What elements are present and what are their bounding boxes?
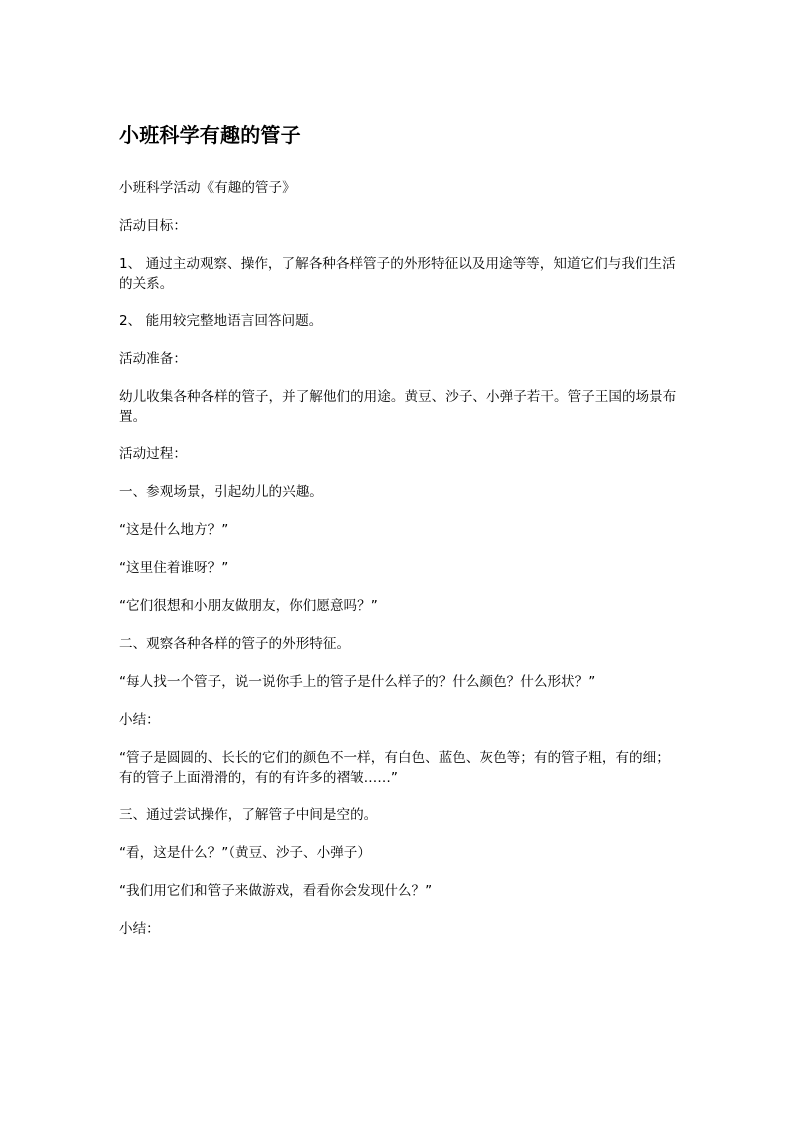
summary-heading-2: 小结： — [119, 921, 160, 937]
process-heading: 活动过程： — [119, 446, 187, 462]
step-two-heading: 二、观察各种各样的管子的外形特征。 — [119, 636, 351, 652]
summary-heading-1: 小结： — [119, 712, 160, 728]
goals-heading: 活动目标： — [119, 218, 187, 234]
preparation-text: 幼儿收集各种各样的管子，并了解他们的用途。黄豆、沙子、小弹子若干。管子王国的场景布置。 — [119, 389, 677, 425]
document-title: 小班科学有趣的管子 — [119, 123, 301, 147]
goal-item-2: 2、 能用较完整地语言回答问题。 — [119, 313, 323, 329]
goal-item-1: 1、 通过主动观察、操作，了解各种各样管子的外形特征以及用途等等，知道它们与我们生活的关系。 — [119, 256, 676, 292]
quote-materials: “看，这是什么？”（黄豆、沙子、小弹子） — [119, 845, 371, 861]
quote-residents: “这里住着谁呀？” — [119, 560, 229, 576]
document-body — [119, 120, 679, 957]
quote-friends: “它们很想和小朋友做朋友，你们愿意吗？” — [119, 598, 378, 614]
quote-observe: “每人找一个管子，说一说你手上的管子是什么样子的？什么颜色？什么形状？” — [119, 674, 596, 690]
quote-game: “我们用它们和管子来做游戏，看看你会发现什么？” — [119, 883, 433, 899]
quote-place: “这是什么地方？” — [119, 522, 229, 538]
summary-text-1: “管子是圆圆的、长长的它们的颜色不一样，有白色、蓝色、灰色等；有的管子粗，有的细；有的管子上面滑滑的，有的有许多的褶皱……” — [119, 750, 670, 786]
step-three-heading: 三、通过尝试操作，了解管子中间是空的。 — [119, 807, 378, 823]
step-one-heading: 一、参观场景，引起幼儿的兴趣。 — [119, 484, 323, 500]
activity-name: 小班科学活动《有趣的管子》 — [119, 180, 296, 196]
preparation-heading: 活动准备： — [119, 351, 187, 367]
